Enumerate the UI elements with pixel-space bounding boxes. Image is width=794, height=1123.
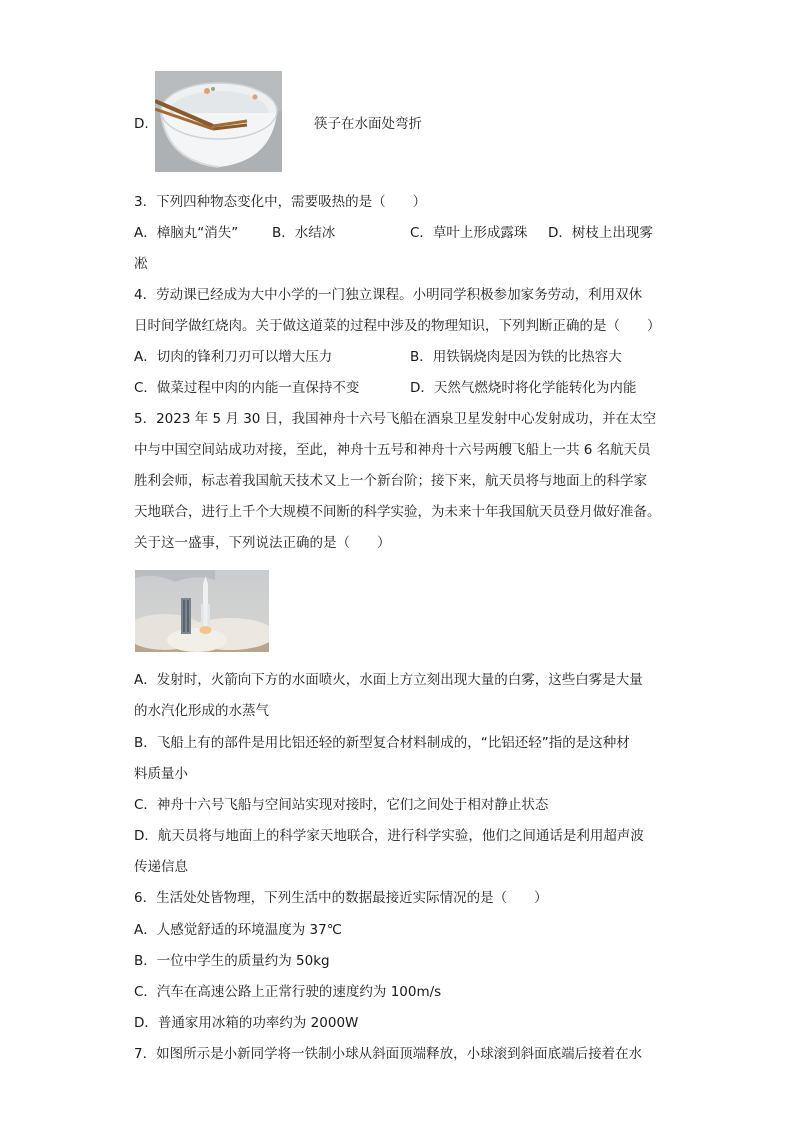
q4-stem-line-2: 日时间学做红烧肉。关于做这道菜的过程中涉及的物理知识，下列判断正确的是（ ） <box>134 318 661 334</box>
q5-stem-line-2: 中与中国空间站成功对接，至此，神舟十五号和神舟十六号两艘飞船上一共 6 名航天员 <box>134 442 651 458</box>
q6-option-c: C．汽车在高速公路上正常行驶的速度约为 100m/s <box>134 984 442 1000</box>
q6-option-d: D．普通家用冰箱的功率约为 2000W <box>134 1015 359 1031</box>
q5-option-c: C．神舟十六号飞船与空间站实现对接时，它们之间处于相对静止状态 <box>134 797 549 813</box>
q3-option-d: D．树枝上出现雾 <box>548 225 653 241</box>
q5-option-d-line-2: 传递信息 <box>134 859 188 875</box>
q4-option-a: A．切肉的锋利刀刃可以增大压力 <box>134 349 333 365</box>
q5-stem-line-4: 天地联合，进行上千个大规模不间断的科学实验，为未来十年我国航天员登月做好准备。 <box>134 504 661 520</box>
q3-stem: 3．下列四种物态变化中，需要吸热的是（ ） <box>134 194 427 210</box>
q5-stem-line-3: 胜利会师，标志着我国航天技术又上一个新台阶；接下来，航天员将与地面上的科学家 <box>134 473 647 489</box>
q4-stem-line-1: 4．劳动课已经成为大中小学的一门独立课程。小明同学积极参加家务劳动，利用双休 <box>134 287 643 303</box>
q5-option-b-line-1: B．飞船上有的部件是用比铝还轻的新型复合材料制成的，“比铝还轻”指的是这种材 <box>134 735 630 751</box>
q6-stem: 6．生活处处皆物理，下列生活中的数据最接近实际情况的是（ ） <box>134 890 548 906</box>
q3-option-d-wrap: 凇 <box>134 256 148 272</box>
q5-option-a-line-1: A．发射时，火箭向下方的水面喷火，水面上方立刻出现大量的白雾，这些白雾是大量 <box>134 672 643 688</box>
q4-option-b: B．用铁锅烧肉是因为铁的比热容大 <box>410 349 622 365</box>
q3-option-c: C．草叶上形成露珠 <box>410 225 528 241</box>
q5-option-b-line-2: 料质量小 <box>134 766 188 782</box>
q5-option-d-line-1: D．航天员将与地面上的科学家天地联合，进行科学实验，他们之间通话是利用超声波 <box>134 828 644 844</box>
q5-stem-line-1: 5．2023 年 5 月 30 日，我国神舟十六号飞船在酒泉卫星发射中心发射成功，并在太空 <box>134 411 657 427</box>
q5-option-a-line-2: 的水汽化形成的水蒸气 <box>134 703 269 719</box>
q7-stem: 7．如图所示是小新同学将一铁制小球从斜面顶端释放，小球滚到斜面底端后接着在水 <box>134 1046 643 1062</box>
q6-option-b: B．一位中学生的质量约为 50kg <box>134 953 330 969</box>
q2-option-d-label: D. <box>134 116 149 132</box>
rocket-launch-photo <box>135 570 269 652</box>
q3-option-a: A．樟脑丸“消失” <box>134 225 239 241</box>
q3-option-b: B．水结冰 <box>272 225 336 241</box>
q6-option-a: A．人感觉舒适的环境温度为 37℃ <box>134 922 342 938</box>
q5-stem-line-5: 关于这一盛事，下列说法正确的是（ ） <box>134 535 391 551</box>
q4-option-d: D．天然气燃烧时将化学能转化为内能 <box>410 380 637 396</box>
q2-option-d-text: 筷子在水面处弯折 <box>314 116 422 132</box>
bowl-chopsticks-photo <box>155 71 282 172</box>
q4-option-c: C．做菜过程中肉的内能一直保持不变 <box>134 380 360 396</box>
